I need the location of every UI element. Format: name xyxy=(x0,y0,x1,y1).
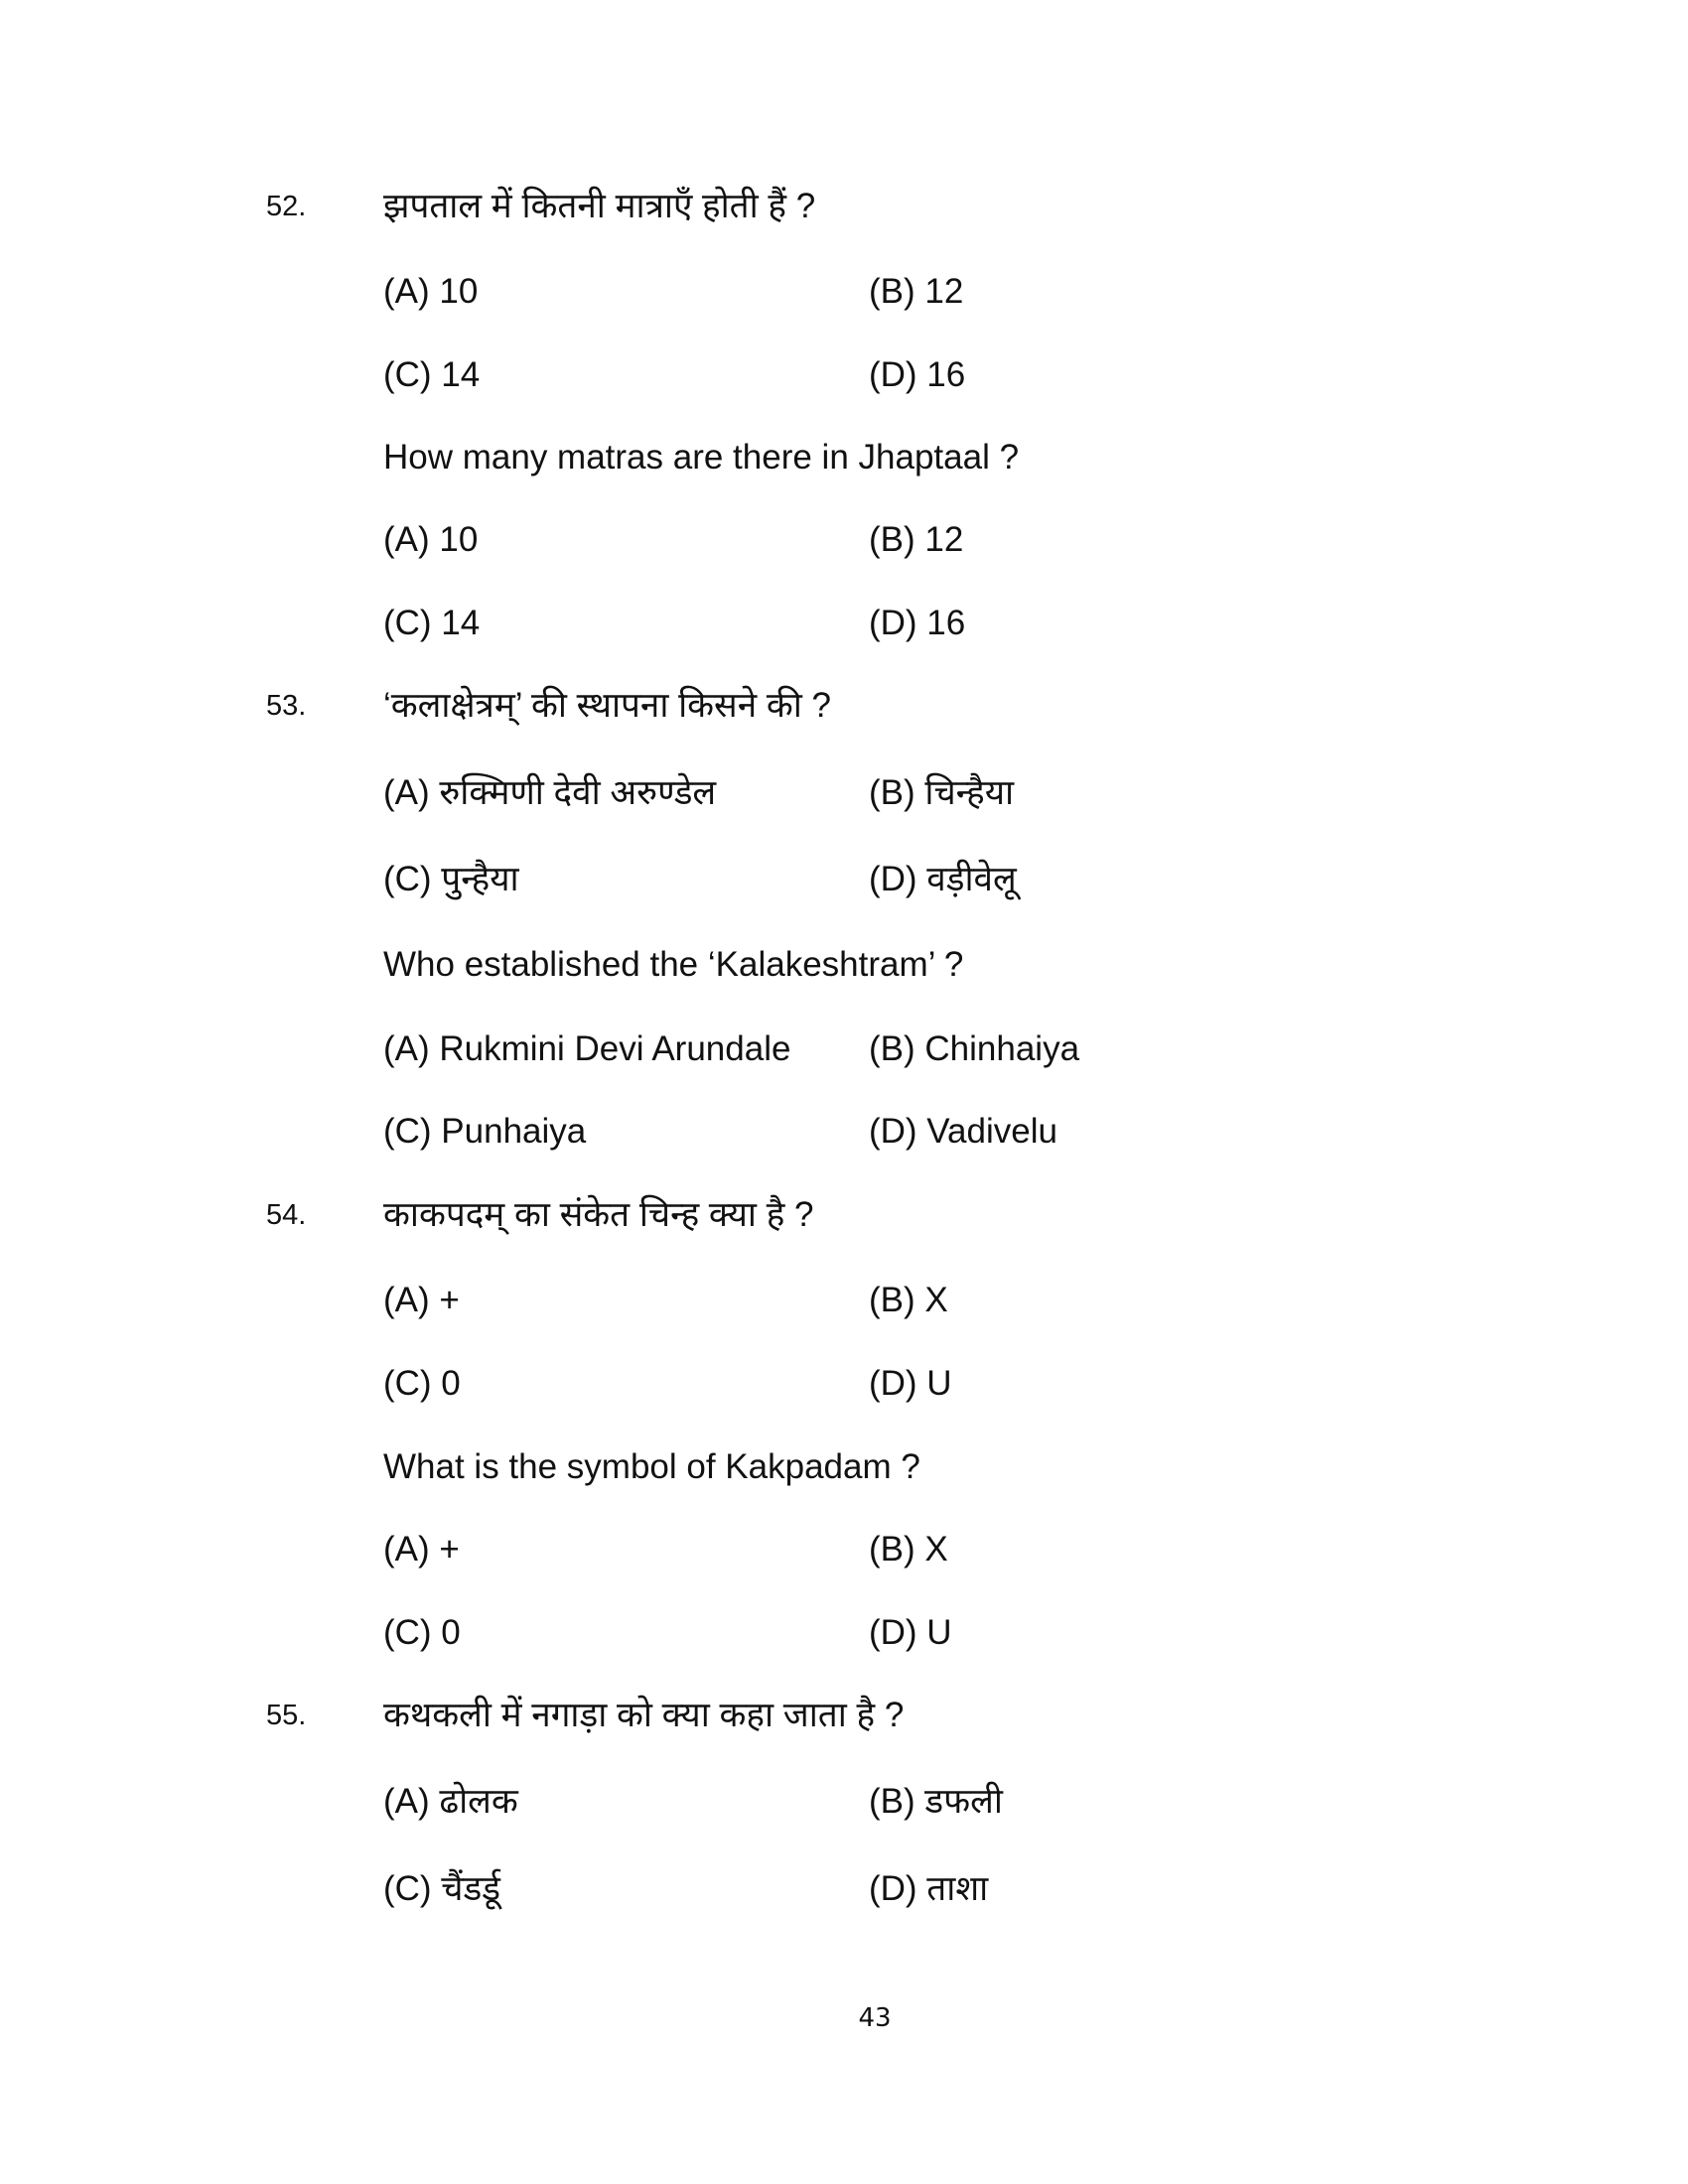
question-number: 52. xyxy=(266,191,307,222)
option-b: (B) X xyxy=(869,1281,948,1319)
option-d: (D) 16 xyxy=(869,355,966,394)
option-d: (D) Vadivelu xyxy=(869,1112,1057,1151)
question-stem-english: Who established the ‘Kalakeshtram’ ? xyxy=(383,945,964,984)
question-stem-hindi: झपताल में कितनी मात्राएँ होती हैं ? xyxy=(383,187,816,225)
option-d: (D) U xyxy=(869,1613,952,1652)
option-d: (D) U xyxy=(869,1364,952,1403)
option-c: (C) Punhaiya xyxy=(383,1112,587,1151)
option-a: (A) + xyxy=(383,1530,460,1569)
option-b: (B) X xyxy=(869,1530,948,1569)
option-b: (B) Chinhaiya xyxy=(869,1029,1080,1068)
option-a: (A) रुक्मिणी देवी अरुण्डेल xyxy=(383,773,717,812)
option-c: (C) 0 xyxy=(383,1613,461,1652)
option-b: (B) 12 xyxy=(869,520,964,559)
option-b: (B) डफली xyxy=(869,1782,1003,1821)
option-b: (B) 12 xyxy=(869,272,964,311)
option-c: (C) 14 xyxy=(383,355,481,394)
option-c: (C) चैंडर्डू xyxy=(383,1869,500,1908)
page-number: 43 xyxy=(858,2003,892,2033)
option-a: (A) + xyxy=(383,1281,460,1319)
question-stem-hindi: कथकली में नगाड़ा को क्या कहा जाता है ? xyxy=(383,1696,905,1734)
option-c: (C) 0 xyxy=(383,1364,461,1403)
option-b: (B) चिन्हैया xyxy=(869,773,1015,812)
option-a: (A) ढोलक xyxy=(383,1782,518,1821)
option-d: (D) ताशा xyxy=(869,1869,989,1908)
question-number: 54. xyxy=(266,1199,307,1231)
question-number: 53. xyxy=(266,690,307,722)
option-a: (A) 10 xyxy=(383,272,479,311)
question-stem-english: How many matras are there in Jhaptaal ? xyxy=(383,438,1020,477)
option-a: (A) Rukmini Devi Arundale xyxy=(383,1029,791,1068)
option-c: (C) 14 xyxy=(383,604,481,642)
question-stem-english: What is the symbol of Kakpadam ? xyxy=(383,1447,920,1486)
question-stem-hindi: काकपदम् का संकेत चिन्ह क्या है ? xyxy=(383,1195,814,1234)
option-c: (C) पुन्हैया xyxy=(383,860,519,898)
option-d: (D) 16 xyxy=(869,604,966,642)
question-stem-hindi: ‘कलाक्षेत्रम्’ की स्थापना किसने की ? xyxy=(383,686,831,725)
question-number: 55. xyxy=(266,1700,307,1731)
option-d: (D) वड़ीवेलू xyxy=(869,860,1017,898)
option-a: (A) 10 xyxy=(383,520,479,559)
